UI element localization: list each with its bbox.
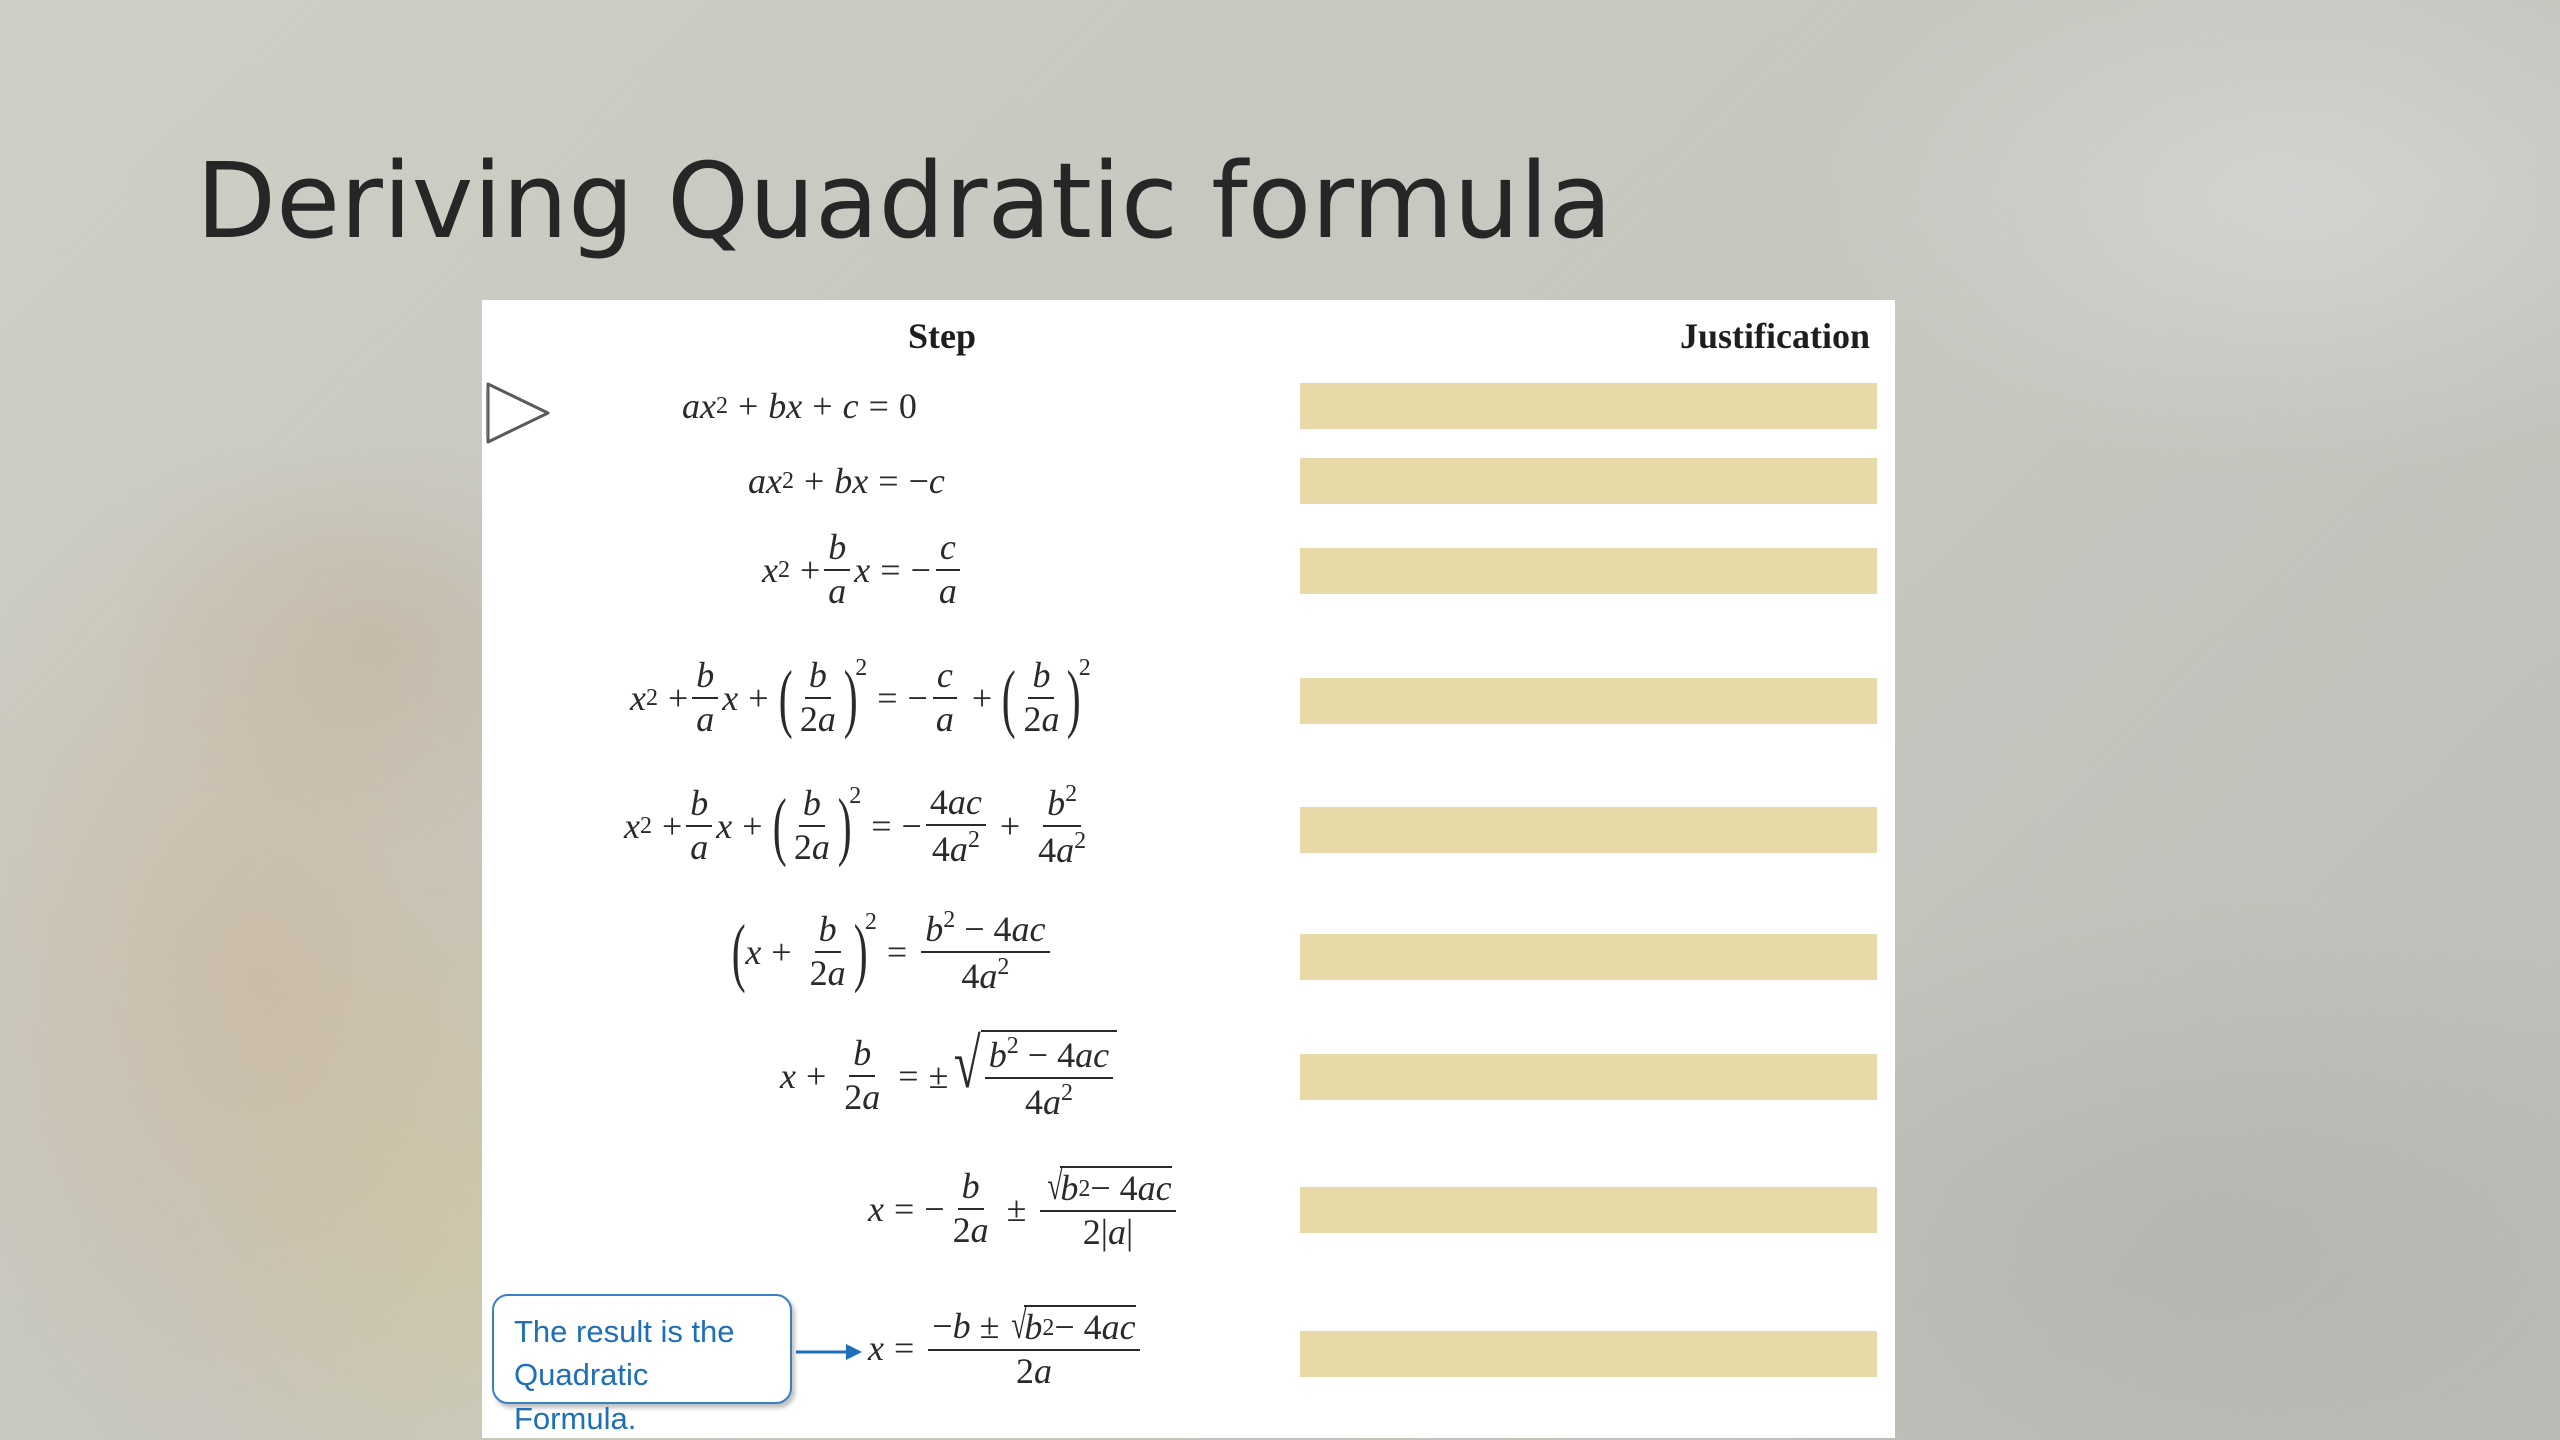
step-9-equation: x = −b ± √ b 2 − 4 ac 2a xyxy=(868,1308,1144,1388)
step-column-header: Step xyxy=(907,316,976,356)
slide-title: Deriving Quadratic formula xyxy=(196,140,1613,262)
step-8-equation: x = − $\frac{b}{2a}$ ± √ b 2 − 4 ac 2|a| xyxy=(868,1169,1180,1249)
derivation-table xyxy=(482,300,1895,1438)
justification-column-header: Justification xyxy=(1679,316,1870,356)
step-5-equation: x 2 + $\frac{b}{a}$ x + ( $\frac{b}{2a}$ ) 2 = − $\frac{4ac}{4a^2}$ + $\frac{b^2}{4a^2}$ xyxy=(624,781,1087,870)
justification-field-1[interactable] xyxy=(1300,383,1877,429)
justification-field-4[interactable] xyxy=(1300,678,1877,724)
step-7-equation: x + $\frac{b}{2a}$ = ± √ $\frac{b^2 - 4ac}{4a^2}$ xyxy=(780,1036,1117,1116)
step-1-equation: ax 2 + bx + c = 0 xyxy=(682,386,917,426)
arrow-right-icon xyxy=(794,1340,864,1364)
justification-field-3[interactable] xyxy=(1300,548,1877,594)
justification-field-9[interactable] xyxy=(1300,1331,1877,1377)
justification-field-2[interactable] xyxy=(1300,458,1877,504)
justification-field-6[interactable] xyxy=(1300,934,1877,980)
step-2-equation: ax 2 + bx = − c xyxy=(748,461,945,501)
step-6-equation: ( x + $\frac{b}{2a}$ ) 2 = $\frac{b^2 - 4ac}{4a^2}$ xyxy=(732,912,1054,992)
justification-field-5[interactable] xyxy=(1300,807,1877,853)
play-triangle-icon[interactable] xyxy=(486,378,552,448)
callout-line-1: The result is the xyxy=(514,1314,735,1349)
quadratic-formula-callout xyxy=(492,1294,792,1436)
step-3-equation: x 2 + $\frac{b}{a}$ x = − $\frac{c}{a}$ xyxy=(762,530,965,610)
justification-field-8[interactable] xyxy=(1300,1187,1877,1233)
step-4-equation: x 2 + $\frac{b}{a}$ x + ( $\frac{b}{2a}$ ) 2 = − $\frac{c}{a}$ + ( $\frac{b}{2a}$ ) 2 xyxy=(630,654,1091,740)
justification-field-7[interactable] xyxy=(1300,1054,1877,1100)
callout-line-2: Quadratic Formula. xyxy=(514,1357,649,1436)
